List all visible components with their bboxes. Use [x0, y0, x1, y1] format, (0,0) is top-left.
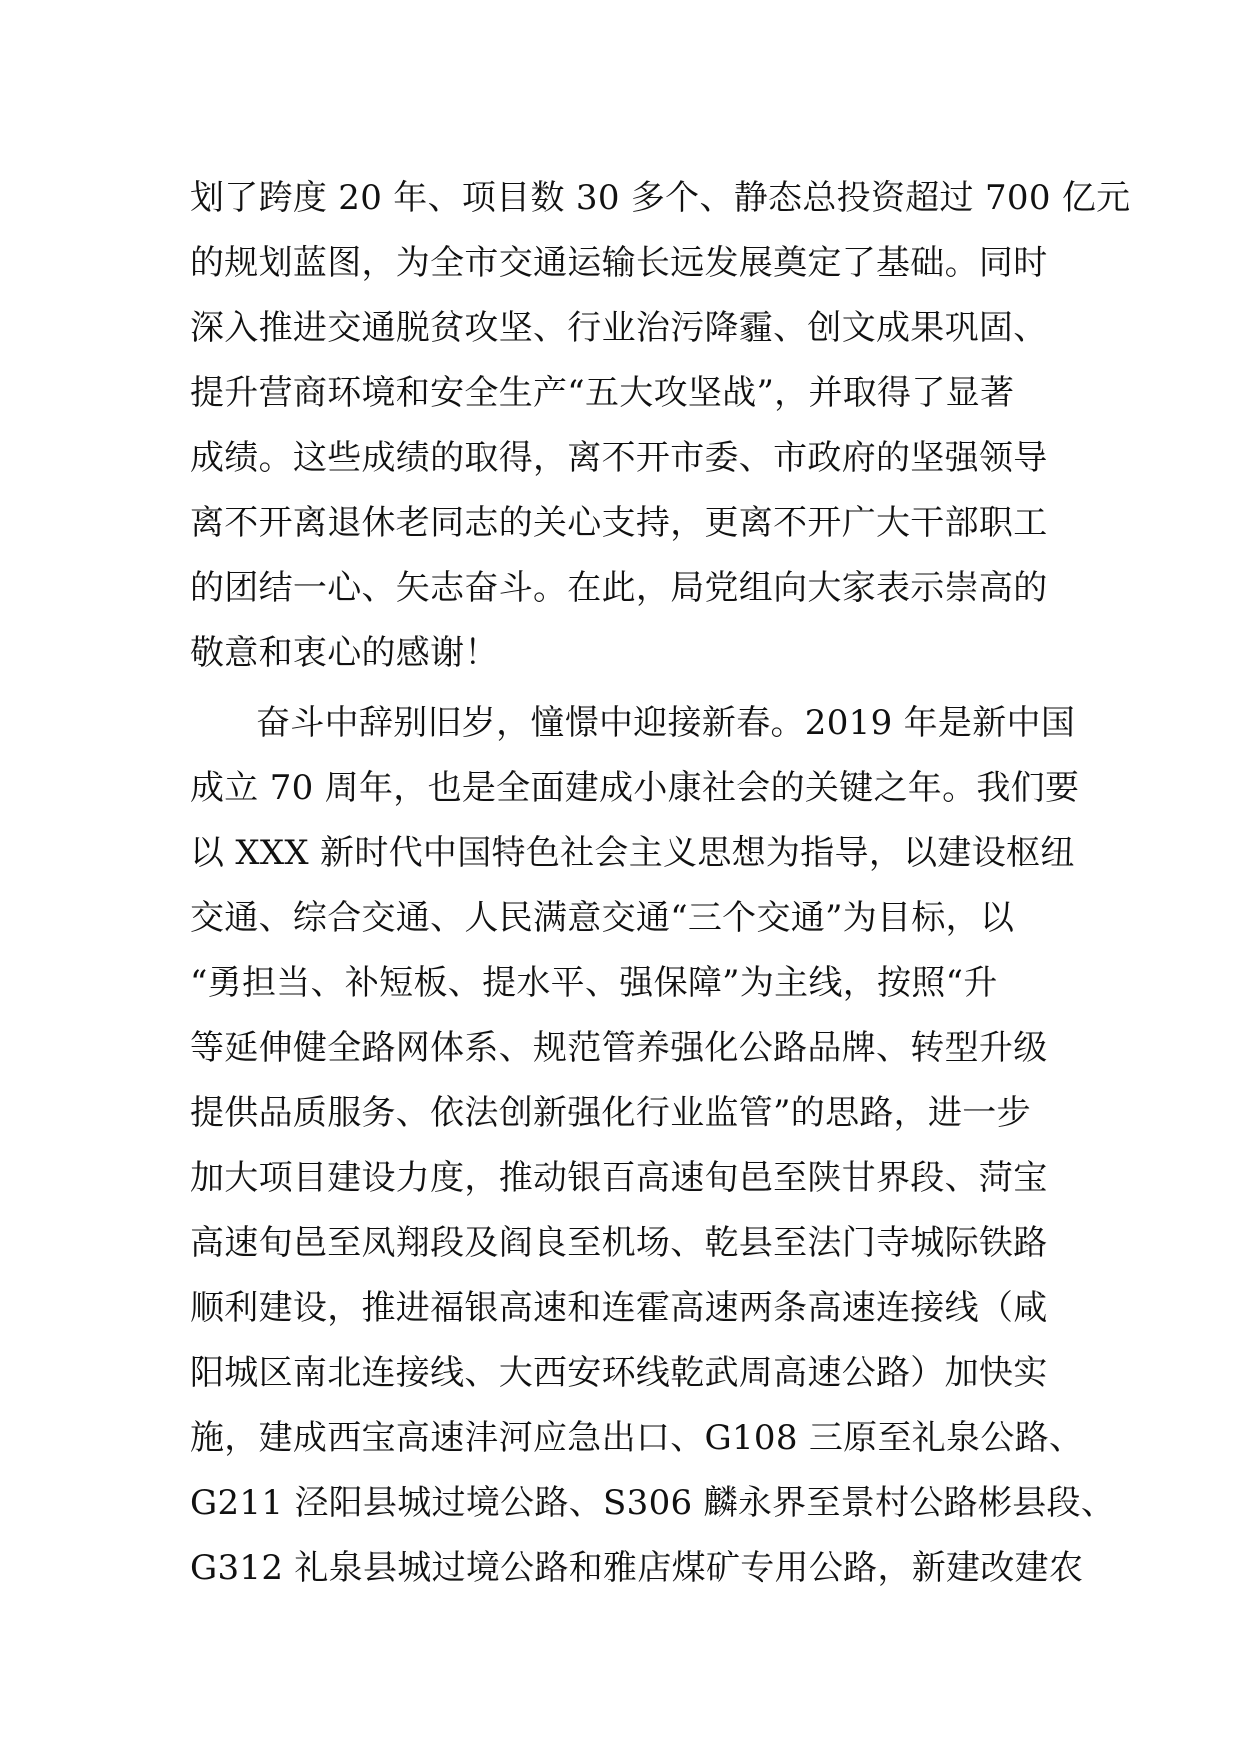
body-text	[190, 166, 1131, 1601]
text-line: “勇担当、补短板、提水平、强保障”为主线，按照“升	[190, 963, 998, 1003]
text-line: 等延伸健全路网体系、规范管养强化公路品牌、转型升级	[190, 1028, 1048, 1068]
text-line: 深入推进交通脱贫攻坚、行业治污降霾、创文成果巩固、	[190, 308, 1048, 348]
paragraph-1	[190, 166, 1131, 686]
paragraph-2	[190, 691, 1116, 1601]
text-line: 离不开离退休老同志的关心支持，更离不开广大干部职工	[190, 503, 1048, 543]
text-line: G312 礼泉县城过境公路和雅店煤矿专用公路，新建改建农	[190, 1548, 1084, 1588]
text-line: 高速旬邑至凤翔段及阎良至机场、乾县至法门寺城际铁路	[190, 1223, 1048, 1263]
text-line: 阳城区南北连接线、大西安环线乾武周高速公路）加快实	[190, 1353, 1048, 1393]
text-line: 以 XXX 新时代中国特色社会主义思想为指导，以建设枢纽	[190, 833, 1075, 873]
text-line: 提升营商环境和安全生产“五大攻坚战”，并取得了显著	[190, 373, 1015, 413]
text-line: 成立 70 周年，也是全面建成小康社会的关键之年。我们要	[190, 768, 1080, 808]
text-line: G211 泾阳县城过境公路、S306 麟永界至景村公路彬县段、	[190, 1483, 1116, 1523]
text-line: 成绩。这些成绩的取得，离不开市委、市政府的坚强领导	[190, 438, 1048, 478]
text-line: 加大项目建设力度，推动银百高速旬邑至陕甘界段、菏宝	[190, 1158, 1048, 1198]
text-line: 的团结一心、矢志奋斗。在此，局党组向大家表示崇高的	[190, 568, 1048, 608]
text-line: 划了跨度 20 年、项目数 30 多个、静态总投资超过 700 亿元	[190, 178, 1131, 218]
text-line: 交通、综合交通、人民满意交通“三个交通”为目标，以	[190, 898, 1015, 938]
text-line: 的规划蓝图，为全市交通运输长远发展奠定了基础。同时	[190, 243, 1048, 283]
text-line: 施，建成西宝高速沣河应急出口、G108 三原至礼泉公路、	[190, 1418, 1084, 1458]
text-line: 提供品质服务、依法创新强化行业监管”的思路，进一步	[190, 1093, 1031, 1133]
text-line: 敬意和衷心的感谢！	[190, 633, 499, 673]
text-line: 奋斗中辞别旧岁，憧憬中迎接新春。2019 年是新中国	[256, 703, 1076, 743]
text-line: 顺利建设，推进福银高速和连霍高速两条高速连接线（咸	[190, 1288, 1048, 1328]
